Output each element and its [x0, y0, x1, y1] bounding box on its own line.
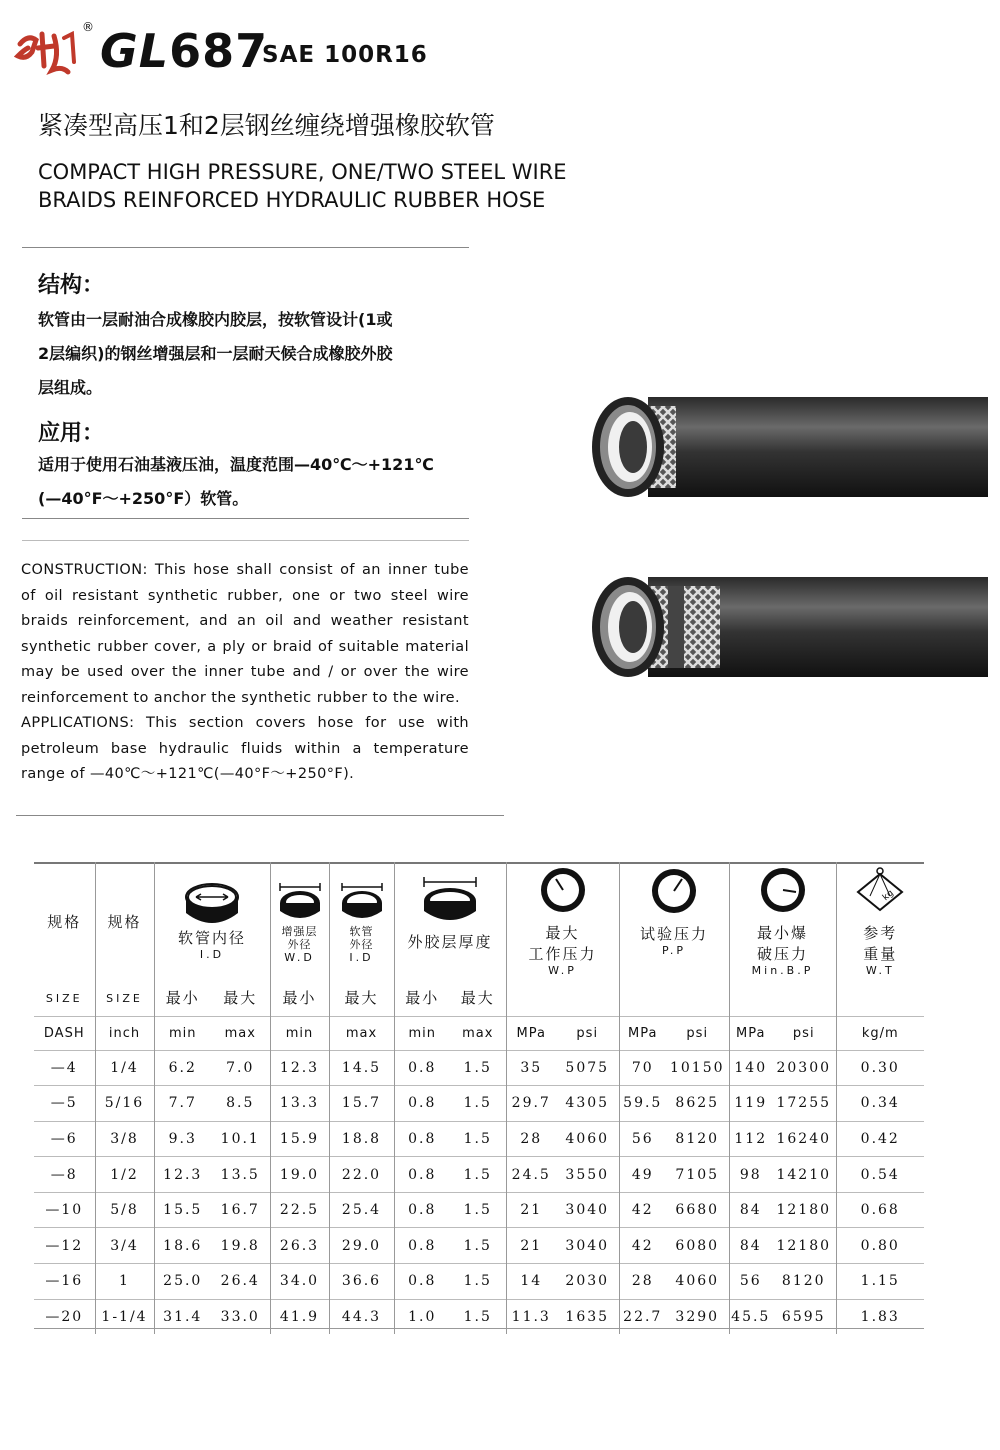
table-cell: 84	[729, 1228, 772, 1264]
weight-icon-label: kg	[881, 887, 897, 903]
cover-thickness-icon	[420, 873, 480, 927]
table-cell: 0.68	[836, 1192, 924, 1228]
hdr-text: 最大	[223, 989, 258, 1008]
table-cell: 14	[506, 1264, 556, 1300]
table-cell: 8120	[666, 1121, 729, 1157]
table-cell: —4	[34, 1050, 95, 1086]
registered-mark: ®	[82, 20, 94, 34]
table-cell: 25.0	[154, 1264, 211, 1300]
table-cell: 2030	[556, 1264, 619, 1300]
text-line: 层组成。	[38, 378, 103, 397]
table-cell: 3/4	[95, 1228, 154, 1264]
hdr-text: 外径	[287, 937, 312, 951]
table-row	[34, 1157, 924, 1193]
text-line: 软管由一层耐油合成橡胶内胶层，按软管设计(1或	[38, 310, 393, 329]
outer-diameter-icon	[337, 879, 387, 925]
table-cell: 25.4	[329, 1192, 394, 1228]
table-cell: 42	[619, 1192, 666, 1228]
table-cell: 3040	[556, 1228, 619, 1264]
hdr-wp	[506, 862, 619, 980]
table-cell: —8	[34, 1157, 95, 1193]
title-english-line: BRAIDS REINFORCED HYDRAULIC RUBBER HOSE	[38, 188, 546, 212]
table-cell: —20	[34, 1299, 95, 1334]
table-cell: 29.7	[506, 1086, 556, 1122]
hdr-text: inch	[108, 1026, 141, 1041]
table-cell: 56	[619, 1121, 666, 1157]
table-cell: 0.30	[836, 1050, 924, 1086]
divider	[22, 540, 469, 541]
table-cell: 7.0	[211, 1050, 270, 1086]
table-cell: 11.3	[506, 1299, 556, 1334]
hdr-text: 工作压力	[528, 944, 597, 963]
hdr-bp	[729, 862, 836, 980]
table-cell: 5/16	[95, 1086, 154, 1122]
table-cell: 16240	[772, 1121, 836, 1157]
hdr-text: 最大	[344, 989, 379, 1008]
table-cell: 5/8	[95, 1192, 154, 1228]
table-bottom-rule	[34, 1328, 924, 1329]
table-cell: 34.0	[270, 1264, 329, 1300]
table-row	[34, 1228, 924, 1264]
table-cell: 49	[619, 1157, 666, 1193]
table-cell: 1/4	[95, 1050, 154, 1086]
english-description	[21, 558, 469, 788]
table-cell: 0.8	[394, 1086, 450, 1122]
table-cell: 18.8	[329, 1121, 394, 1157]
table-cell: 28	[619, 1264, 666, 1300]
unit-min: min	[285, 1026, 314, 1041]
table-cell: —12	[34, 1228, 95, 1264]
table-cell: 42	[619, 1228, 666, 1264]
table-cell: 1.15	[836, 1264, 924, 1300]
unit-psi: psi	[792, 1026, 815, 1041]
table-cell: 1635	[556, 1299, 619, 1334]
table-cell: 0.42	[836, 1121, 924, 1157]
table-cell: 17255	[772, 1086, 836, 1122]
table-row	[34, 1264, 924, 1300]
hdr-text: W.D	[284, 950, 315, 964]
table-cell: 13.5	[211, 1157, 270, 1193]
unit-max: max	[224, 1026, 256, 1041]
table-cell: 12180	[772, 1228, 836, 1264]
title-chinese: 紧凑型高压1和2层钢丝缠绕增强橡胶软管	[38, 111, 495, 140]
hdr-id	[154, 862, 270, 980]
hdr-text: 最小	[282, 989, 317, 1008]
table-cell: 8625	[666, 1086, 729, 1122]
hose-two-braid-image	[588, 572, 988, 682]
hdr-text: 最小	[165, 989, 200, 1008]
hdr-text: 规格	[47, 912, 82, 931]
pressure-gauge-icon	[536, 866, 590, 914]
table-cell: 1.5	[450, 1086, 506, 1122]
table-cell: —5	[34, 1086, 95, 1122]
table-row	[34, 1050, 924, 1086]
table-cell: 56	[729, 1264, 772, 1300]
hdr-max	[450, 980, 506, 1016]
table-cell: 0.54	[836, 1157, 924, 1193]
table-cell: 4060	[556, 1121, 619, 1157]
construction-heading-cn: 结构：	[38, 273, 105, 298]
unit-mpa: MPa	[736, 1026, 766, 1041]
table-cell: 22.0	[329, 1157, 394, 1193]
divider	[16, 815, 504, 816]
table-cell: 19.8	[211, 1228, 270, 1264]
table-cell: 10150	[666, 1050, 729, 1086]
table-cell: 5075	[556, 1050, 619, 1086]
table-cell: 29.0	[329, 1228, 394, 1264]
hdr-text: 外胶层厚度	[407, 932, 493, 951]
table-cell: —10	[34, 1192, 95, 1228]
table-cell: 0.8	[394, 1264, 450, 1300]
hdr-text: I.D	[199, 948, 225, 961]
table-cell: 8120	[772, 1264, 836, 1300]
table-cell: 12.3	[270, 1050, 329, 1086]
table-cell: 15.7	[329, 1086, 394, 1122]
hdr-text: 最小爆	[756, 923, 808, 942]
construction-text-en: CONSTRUCTION: This hose shall consist of an inner tube of oil resistant synthetic rubber, one or two steel wire braids reinforcement, and an oil and weather resistant synthetic rubber cover, a ply or braid of suitable material may be used over the inner tube and / or over the wire reinforcement to anchor the synthetic rubber to the wire.	[21, 562, 469, 706]
construction-text-cn	[38, 303, 478, 405]
burst-gauge-icon	[756, 866, 810, 914]
table-cell: 3040	[556, 1192, 619, 1228]
unit-min: min	[168, 1026, 197, 1041]
table-cell: 0.8	[394, 1192, 450, 1228]
table-row	[34, 1192, 924, 1228]
table-cell: 0.80	[836, 1228, 924, 1264]
unit-min: min	[408, 1026, 436, 1041]
table-cell: 3/8	[95, 1121, 154, 1157]
hdr-text: SIZE	[45, 991, 83, 1005]
wire-diameter-icon	[275, 879, 325, 925]
table-cell: 14210	[772, 1157, 836, 1193]
table-cell: 0.34	[836, 1086, 924, 1122]
table-cell: 4305	[556, 1086, 619, 1122]
table-cell: 98	[729, 1157, 772, 1193]
hdr-text: 最小	[405, 989, 440, 1008]
hdr-text: 破压力	[756, 944, 808, 963]
table-cell: 6680	[666, 1192, 729, 1228]
table-cell: 22.7	[619, 1299, 666, 1334]
hdr-max	[329, 980, 394, 1016]
table-cell: 18.6	[154, 1228, 211, 1264]
hdr-text: 软管内径	[177, 929, 246, 947]
hdr-text: 最大	[545, 923, 580, 942]
table-cell: 0.8	[394, 1157, 450, 1193]
unit-psi: psi	[576, 1026, 599, 1041]
table-cell: 24.5	[506, 1157, 556, 1193]
hdr-pp	[619, 862, 729, 980]
spec-table-body	[34, 1050, 924, 1334]
table-cell: 1.5	[450, 1299, 506, 1334]
table-cell: 119	[729, 1086, 772, 1122]
table-cell: 112	[729, 1121, 772, 1157]
table-cell: 15.9	[270, 1121, 329, 1157]
hdr-text: 增强层	[281, 924, 318, 938]
table-cell: 36.6	[329, 1264, 394, 1300]
table-cell: 1.5	[450, 1050, 506, 1086]
table-cell: 1.5	[450, 1157, 506, 1193]
table-cell: 33.0	[211, 1299, 270, 1334]
hdr-text: W.T	[865, 963, 895, 977]
table-cell: 84	[729, 1192, 772, 1228]
table-cell: 0.8	[394, 1050, 450, 1086]
hdr-wd	[270, 862, 329, 980]
table-cell: 1.5	[450, 1121, 506, 1157]
hdr-text: 外径	[349, 937, 374, 951]
table-cell: 15.5	[154, 1192, 211, 1228]
table-cell: 1.83	[836, 1299, 924, 1334]
text-line: (—40°F～+250°F）软管。	[38, 489, 249, 508]
model-number: 687	[169, 24, 269, 78]
title-english-line: COMPACT HIGH PRESSURE, ONE/TWO STEEL WIRE	[38, 160, 567, 184]
table-cell: 3550	[556, 1157, 619, 1193]
title-english	[38, 158, 638, 214]
table-cell: 22.5	[270, 1192, 329, 1228]
table-cell: 140	[729, 1050, 772, 1086]
hose-inner-diameter-icon	[182, 881, 242, 927]
hdr-text: 重量	[863, 944, 898, 963]
table-cell: 1.5	[450, 1264, 506, 1300]
spec-table	[34, 862, 924, 1334]
table-row	[34, 1121, 924, 1157]
table-cell: 45.5	[729, 1299, 772, 1334]
table-cell: 12.3	[154, 1157, 211, 1193]
table-cell: 10.1	[211, 1121, 270, 1157]
text-line: 2层编织)的钢丝增强层和一层耐天候合成橡胶外胶	[38, 344, 393, 363]
table-cell: 4060	[666, 1264, 729, 1300]
hdr-size2-en	[95, 980, 154, 1016]
text-line: 适用于使用石油基液压油，温度范围—40℃～+121℃	[38, 455, 434, 474]
model-letters: GL	[100, 24, 170, 78]
hdr-od	[329, 862, 394, 980]
table-cell: 16.7	[211, 1192, 270, 1228]
table-cell: 21	[506, 1228, 556, 1264]
table-cell: 28	[506, 1121, 556, 1157]
hose-one-braid-image	[588, 392, 988, 502]
hdr-dash	[34, 1016, 95, 1050]
table-cell: 35	[506, 1050, 556, 1086]
table-row	[34, 1086, 924, 1122]
table-cell: 9.3	[154, 1121, 211, 1157]
hdr-size-cn	[34, 862, 95, 980]
hdr-text: 软管	[349, 924, 374, 938]
table-cell: 1.5	[450, 1192, 506, 1228]
unit-max: max	[462, 1026, 494, 1041]
application-heading-cn: 应用：	[38, 421, 105, 446]
hdr-text: I.D	[349, 950, 374, 964]
table-cell: 12180	[772, 1192, 836, 1228]
table-cell: —6	[34, 1121, 95, 1157]
model-name	[100, 24, 268, 78]
brand-logo-icon	[14, 26, 84, 76]
table-cell: 59.5	[619, 1086, 666, 1122]
divider	[22, 518, 469, 519]
standard-code: SAE 100R16	[262, 42, 428, 68]
table-cell: 3290	[666, 1299, 729, 1334]
hdr-text: Min.B.P	[751, 963, 814, 977]
hdr-min	[394, 980, 450, 1016]
hdr-text: 试验压力	[639, 925, 708, 943]
table-cell: 1	[95, 1264, 154, 1300]
divider	[22, 247, 469, 248]
unit-kgm: kg/m	[861, 1026, 899, 1041]
table-cell: 7.7	[154, 1086, 211, 1122]
table-cell: 19.0	[270, 1157, 329, 1193]
table-cell: 1.0	[394, 1299, 450, 1334]
table-cell: 1.5	[450, 1228, 506, 1264]
hdr-min	[154, 980, 211, 1016]
table-cell: 26.4	[211, 1264, 270, 1300]
weight-icon	[852, 866, 908, 914]
hdr-wt	[836, 862, 924, 980]
table-cell: 6080	[666, 1228, 729, 1264]
table-cell: 1-1/4	[95, 1299, 154, 1334]
application-text-cn	[38, 448, 478, 516]
hdr-size-en	[34, 980, 95, 1016]
unit-psi: psi	[686, 1026, 709, 1041]
hdr-cover	[394, 862, 506, 980]
table-cell: 6595	[772, 1299, 836, 1334]
table-cell: 21	[506, 1192, 556, 1228]
applications-text-en: APPLICATIONS: This section covers hose for use with petroleum base hydraulic fluids within a temperature range of —40℃～+121℃(—40°F～+250°F).	[21, 715, 469, 782]
table-cell: 13.3	[270, 1086, 329, 1122]
hdr-text: 参考	[863, 923, 898, 942]
table-cell: 41.9	[270, 1299, 329, 1334]
test-gauge-icon	[647, 867, 701, 915]
table-cell: 6.2	[154, 1050, 211, 1086]
hdr-text: DASH	[43, 1026, 85, 1041]
hdr-text: P.P	[661, 944, 687, 957]
table-cell: —16	[34, 1264, 95, 1300]
hdr-text: 最大	[460, 989, 495, 1008]
table-cell: 1/2	[95, 1157, 154, 1193]
table-cell: 7105	[666, 1157, 729, 1193]
hdr-min	[270, 980, 329, 1016]
table-cell: 44.3	[329, 1299, 394, 1334]
table-cell: 14.5	[329, 1050, 394, 1086]
unit-mpa: MPa	[516, 1026, 546, 1041]
hdr-text: 规格	[107, 912, 142, 931]
table-cell: 0.8	[394, 1228, 450, 1264]
table-cell: 8.5	[211, 1086, 270, 1122]
unit-mpa: MPa	[628, 1026, 658, 1041]
hdr-max	[211, 980, 270, 1016]
table-cell: 70	[619, 1050, 666, 1086]
hdr-size2-cn	[95, 862, 154, 980]
table-cell: 20300	[772, 1050, 836, 1086]
hdr-text: SIZE	[106, 991, 143, 1005]
unit-max: max	[345, 1026, 378, 1041]
hdr-inch	[95, 1016, 154, 1050]
table-cell: 26.3	[270, 1228, 329, 1264]
table-cell: 31.4	[154, 1299, 211, 1334]
hdr-text: W.P	[548, 963, 577, 977]
table-cell: 0.8	[394, 1121, 450, 1157]
